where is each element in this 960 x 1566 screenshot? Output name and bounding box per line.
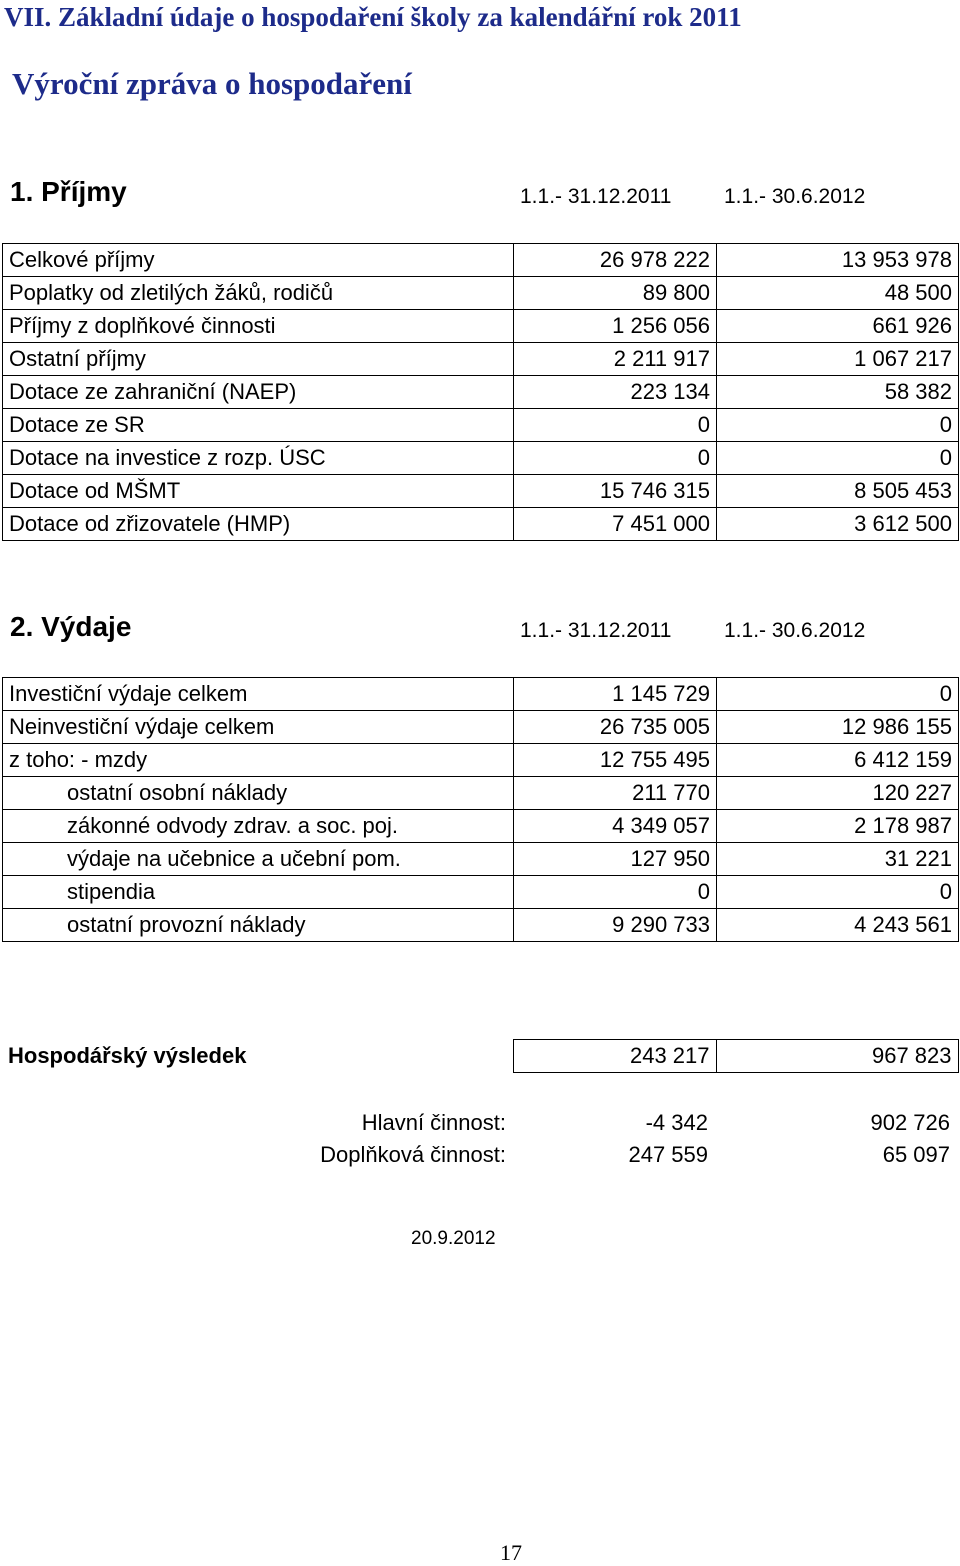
table-row bbox=[3, 810, 959, 843]
row-value-2011: 0 bbox=[514, 876, 717, 909]
row-value-2012: 8 505 453 bbox=[717, 475, 959, 508]
row-value-2011: 1 145 729 bbox=[514, 678, 717, 711]
table-row bbox=[3, 876, 959, 909]
row-value-2011: 89 800 bbox=[514, 277, 717, 310]
row-value-2012: 31 221 bbox=[717, 843, 959, 876]
main-activity-value-2011: -4 342 bbox=[645, 1110, 708, 1135]
row-value-2012: 6 412 159 bbox=[717, 744, 959, 777]
row-value-2012: 3 612 500 bbox=[717, 508, 959, 541]
row-value-2012: 12 986 155 bbox=[717, 711, 959, 744]
row-value-2011: 127 950 bbox=[514, 843, 717, 876]
table-row bbox=[3, 376, 959, 409]
row-value-2012: 48 500 bbox=[717, 277, 959, 310]
expenses-period-2: 1.1.- 30.6.2012 bbox=[724, 619, 866, 642]
row-value-2011: 9 290 733 bbox=[514, 909, 717, 942]
row-value-2011: 15 746 315 bbox=[514, 475, 717, 508]
row-value-2011: 12 755 495 bbox=[514, 744, 717, 777]
row-value-2012: 0 bbox=[717, 409, 959, 442]
row-value-2011: 26 978 222 bbox=[514, 244, 717, 277]
result-table bbox=[2, 1039, 959, 1073]
table-row bbox=[3, 310, 959, 343]
row-label: Neinvestiční výdaje celkem bbox=[3, 711, 514, 744]
result-label: Hospodářský výsledek bbox=[8, 1043, 247, 1068]
row-value-2012: 661 926 bbox=[717, 310, 959, 343]
row-label: Dotace ze zahraniční (NAEP) bbox=[3, 376, 514, 409]
row-value-2011: 2 211 917 bbox=[514, 343, 717, 376]
table-row bbox=[3, 244, 959, 277]
row-value-2011: 0 bbox=[514, 442, 717, 475]
row-value-2011: 211 770 bbox=[514, 777, 717, 810]
table-row bbox=[3, 442, 959, 475]
row-value-2012: 120 227 bbox=[717, 777, 959, 810]
row-label: z toho: - mzdy bbox=[3, 744, 514, 777]
row-value-2011: 223 134 bbox=[514, 376, 717, 409]
document-title: Výroční zpráva o hospodaření bbox=[12, 66, 412, 101]
row-label: stipendia bbox=[3, 876, 514, 909]
row-value-2011: 4 349 057 bbox=[514, 810, 717, 843]
page-number: 17 bbox=[500, 1540, 522, 1565]
table-row bbox=[3, 711, 959, 744]
row-label: ostatní provozní náklady bbox=[3, 909, 514, 942]
table-row bbox=[3, 744, 959, 777]
result-row bbox=[2, 1040, 958, 1073]
row-label: Dotace na investice z rozp. ÚSC bbox=[3, 442, 514, 475]
row-value-2012: 1 067 217 bbox=[717, 343, 959, 376]
row-value-2011: 7 451 000 bbox=[514, 508, 717, 541]
row-label: Ostatní příjmy bbox=[3, 343, 514, 376]
row-value-2012: 58 382 bbox=[717, 376, 959, 409]
table-row bbox=[3, 409, 959, 442]
row-value-2012: 0 bbox=[717, 442, 959, 475]
income-period-1: 1.1.- 31.12.2011 bbox=[520, 185, 672, 208]
row-label: ostatní osobní náklady bbox=[3, 777, 514, 810]
row-value-2012: 4 243 561 bbox=[717, 909, 959, 942]
table-row bbox=[3, 909, 959, 942]
expenses-table bbox=[2, 677, 959, 942]
row-label: výdaje na učebnice a učební pom. bbox=[3, 843, 514, 876]
main-activity-label: Hlavní činnost: bbox=[361, 1110, 506, 1135]
income-section-title: 1. Příjmy bbox=[10, 176, 127, 207]
expenses-section-title: 2. Výdaje bbox=[10, 611, 132, 642]
row-value-2011: 26 735 005 bbox=[514, 711, 717, 744]
row-label: Poplatky od zletilých žáků, rodičů bbox=[3, 277, 514, 310]
row-label: Dotace od zřizovatele (HMP) bbox=[3, 508, 514, 541]
row-label: zákonné odvody zdrav. a soc. poj. bbox=[3, 810, 514, 843]
side-activity-label: Doplňková činnost: bbox=[320, 1142, 506, 1167]
row-value-2011: 1 256 056 bbox=[514, 310, 717, 343]
row-value-2012: 0 bbox=[717, 678, 959, 711]
report-date: 20.9.2012 bbox=[411, 1228, 496, 1249]
table-row bbox=[3, 678, 959, 711]
table-row bbox=[3, 343, 959, 376]
row-label: Příjmy z doplňkové činnosti bbox=[3, 310, 514, 343]
result-value-2012: 967 823 bbox=[716, 1040, 958, 1073]
income-table bbox=[2, 243, 959, 541]
table-row bbox=[3, 508, 959, 541]
row-value-2012: 13 953 978 bbox=[717, 244, 959, 277]
table-row bbox=[3, 843, 959, 876]
row-value-2012: 0 bbox=[717, 876, 959, 909]
main-activity-value-2012: 902 726 bbox=[870, 1110, 950, 1135]
row-value-2011: 0 bbox=[514, 409, 717, 442]
result-value-2011: 243 217 bbox=[513, 1040, 716, 1073]
table-row bbox=[3, 777, 959, 810]
row-label: Dotace ze SR bbox=[3, 409, 514, 442]
row-label: Investiční výdaje celkem bbox=[3, 678, 514, 711]
expenses-period-1: 1.1.- 31.12.2011 bbox=[520, 619, 672, 642]
table-row bbox=[3, 277, 959, 310]
table-row bbox=[3, 475, 959, 508]
income-period-2: 1.1.- 30.6.2012 bbox=[724, 185, 866, 208]
row-value-2012: 2 178 987 bbox=[717, 810, 959, 843]
row-label: Dotace od MŠMT bbox=[3, 475, 514, 508]
row-label: Celkové příjmy bbox=[3, 244, 514, 277]
side-activity-value-2011: 247 559 bbox=[628, 1142, 708, 1167]
chapter-title: VII. Základní údaje o hospodaření školy za kalendářní rok 2011 bbox=[4, 2, 742, 32]
side-activity-value-2012: 65 097 bbox=[882, 1142, 950, 1167]
